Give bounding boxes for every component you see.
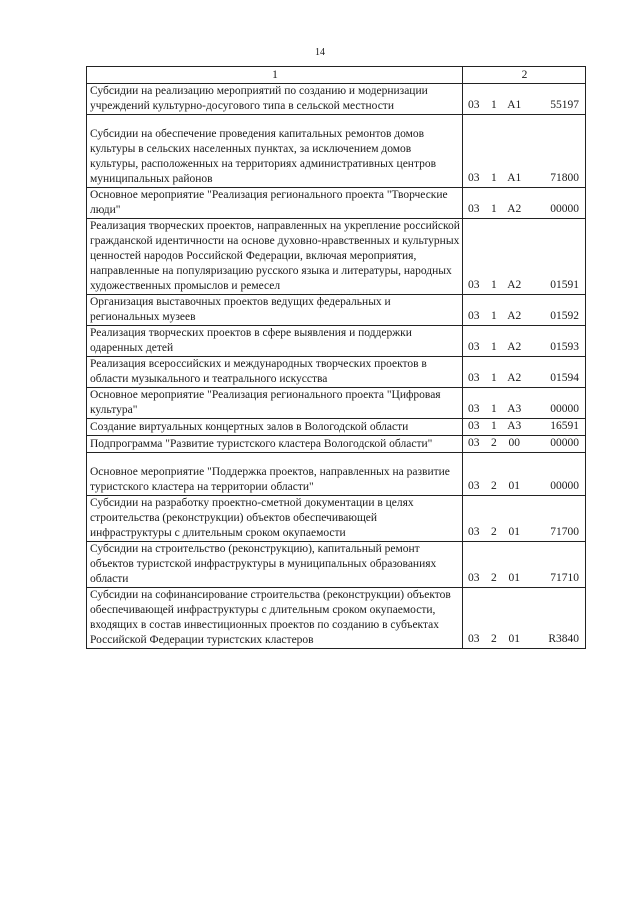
code-part-c4: 00000	[550, 403, 579, 415]
code-part-c4: 55197	[550, 99, 579, 111]
code-part-c3: A1	[507, 99, 522, 111]
row-code-cell	[463, 84, 586, 115]
code-part-c3: A3	[507, 420, 522, 432]
code-part-c2: 2	[491, 526, 497, 538]
table-header-row	[87, 67, 586, 84]
table-row	[87, 436, 586, 453]
row-description: Реализация творческих проектов в сфере выявления и поддержки одаренных детей	[90, 327, 412, 354]
code-part-c2: 1	[491, 403, 497, 415]
code-part-c1: 03	[468, 420, 480, 432]
table-row	[87, 419, 586, 436]
table-row	[87, 588, 586, 649]
row-description: Субсидии на реализацию мероприятий по созданию и модернизации учреждений культурно-досугового типа в сельской местности	[90, 85, 428, 112]
code-part-c1: 03	[468, 203, 480, 215]
code-part-c2: 1	[491, 99, 497, 111]
table-row	[87, 219, 586, 295]
row-code-cell	[463, 588, 586, 649]
row-code-cell	[463, 219, 586, 295]
code-part-c4: 01591	[550, 279, 579, 291]
code-part-c4: 00000	[550, 203, 579, 215]
row-description: Основное мероприятие "Реализация регионального проекта "Творческие люди"	[90, 189, 448, 216]
table-row	[87, 295, 586, 326]
row-description: Организация выставочных проектов ведущих федеральных и региональных музеев	[90, 296, 391, 323]
code-part-c3: A2	[507, 310, 522, 322]
code-part-c3: A2	[507, 341, 522, 353]
code-part-c2: 1	[491, 279, 497, 291]
table-row	[87, 188, 586, 219]
code-part-c4: 01592	[550, 310, 579, 322]
row-code-cell	[463, 295, 586, 326]
code-part-c1: 03	[468, 341, 480, 353]
row-code-cell	[463, 436, 586, 453]
code-part-c2: 1	[491, 372, 497, 384]
row-description: Субсидии на строительство (реконструкцию), капитальный ремонт объектов туристской инфраструктуры в муниципальных образованиях области	[90, 543, 437, 585]
code-part-c4: 71700	[550, 526, 579, 538]
row-description: Основное мероприятие "Реализация регионального проекта "Цифровая культура"	[90, 389, 441, 416]
code-part-c4: 00000	[550, 480, 579, 492]
code-part-c4: 00000	[550, 437, 579, 449]
code-part-c3: A2	[507, 279, 522, 291]
row-code-cell	[463, 542, 586, 588]
code-part-c1: 03	[468, 172, 480, 184]
row-code-cell	[463, 453, 586, 496]
row-code-cell	[463, 326, 586, 357]
code-part-c4: 71710	[550, 572, 579, 584]
code-part-c1: 03	[468, 403, 480, 415]
code-part-c1: 03	[468, 572, 480, 584]
code-part-c2: 1	[491, 310, 497, 322]
code-part-c4: 01594	[550, 372, 579, 384]
row-description: Реализация творческих проектов, направленных на укрепление российской гражданской идентичности на основе духовно-нравственных и культурных ценностей народов Российской Федерации, включая мероприятия, направленные на популяризацию русского языка и литературы, народных художественных промыслов и ремесел	[90, 220, 460, 292]
row-code-cell	[463, 357, 586, 388]
code-part-c1: 03	[468, 310, 480, 322]
code-part-c3: 00	[508, 437, 520, 449]
code-part-c1: 03	[468, 279, 480, 291]
table-row	[87, 453, 586, 496]
code-part-c1: 03	[468, 437, 480, 449]
code-part-c3: 01	[508, 633, 520, 645]
row-code-cell	[463, 496, 586, 542]
code-part-c2: 1	[491, 341, 497, 353]
header-col-1: 1	[87, 67, 463, 84]
code-part-c3: A3	[507, 403, 522, 415]
row-description: Субсидии на обеспечение проведения капитальных ремонтов домов культуры в сельских населенных пунктах, за исключением домов культуры, расположенных на территориях административных центров муниципальных районов	[90, 128, 437, 185]
table-row	[87, 388, 586, 419]
row-code-cell	[463, 419, 586, 436]
code-part-c4: R3840	[548, 633, 579, 645]
table-row	[87, 326, 586, 357]
row-description: Создание виртуальных концертных залов в Вологодской области	[90, 421, 409, 433]
row-code-cell	[463, 115, 586, 188]
page-number: 14	[315, 47, 325, 58]
table-row	[87, 115, 586, 188]
code-part-c3: 01	[508, 526, 520, 538]
code-part-c2: 2	[491, 572, 497, 584]
code-part-c3: 01	[508, 480, 520, 492]
table-row	[87, 357, 586, 388]
row-description: Субсидии на софинансирование строительства (реконструкции) объектов обеспечивающей инфраструктуры с длительным сроком окупаемости, входящих в состав инвестиционных проектов по созданию в субъектах Российской Федерации туристских кластеров	[90, 589, 451, 646]
code-part-c1: 03	[468, 633, 480, 645]
code-part-c2: 1	[491, 420, 497, 432]
budget-table	[86, 66, 586, 649]
code-part-c2: 2	[491, 480, 497, 492]
code-part-c3: 01	[508, 572, 520, 584]
code-part-c1: 03	[468, 480, 480, 492]
table-row	[87, 496, 586, 542]
row-description: Подпрограмма "Развитие туристского кластера Вологодской области"	[90, 438, 433, 450]
header-col-2: 2	[463, 67, 586, 84]
code-part-c1: 03	[468, 99, 480, 111]
row-description: Основное мероприятие "Поддержка проектов, направленных на развитие туристского кластера на территории области"	[90, 466, 450, 493]
code-part-c4: 01593	[550, 341, 579, 353]
row-description: Субсидии на разработку проектно-сметной документации в целях строительства (реконструкции) объектов обеспечивающей инфраструктуры с длительным сроком окупаемости	[90, 497, 414, 539]
code-part-c3: A2	[507, 203, 522, 215]
code-part-c3: A2	[507, 372, 522, 384]
code-part-c4: 16591	[550, 420, 579, 432]
row-code-cell	[463, 188, 586, 219]
code-part-c1: 03	[468, 372, 480, 384]
code-part-c2: 2	[491, 633, 497, 645]
code-part-c1: 03	[468, 526, 480, 538]
code-part-c4: 71800	[550, 172, 579, 184]
table-row	[87, 542, 586, 588]
table-row	[87, 84, 586, 115]
code-part-c3: A1	[507, 172, 522, 184]
code-part-c2: 2	[491, 437, 497, 449]
code-part-c2: 1	[491, 203, 497, 215]
row-description: Реализация всероссийских и международных творческих проектов в области музыкального и театрального искусства	[90, 358, 427, 385]
row-code-cell	[463, 388, 586, 419]
code-part-c2: 1	[491, 172, 497, 184]
